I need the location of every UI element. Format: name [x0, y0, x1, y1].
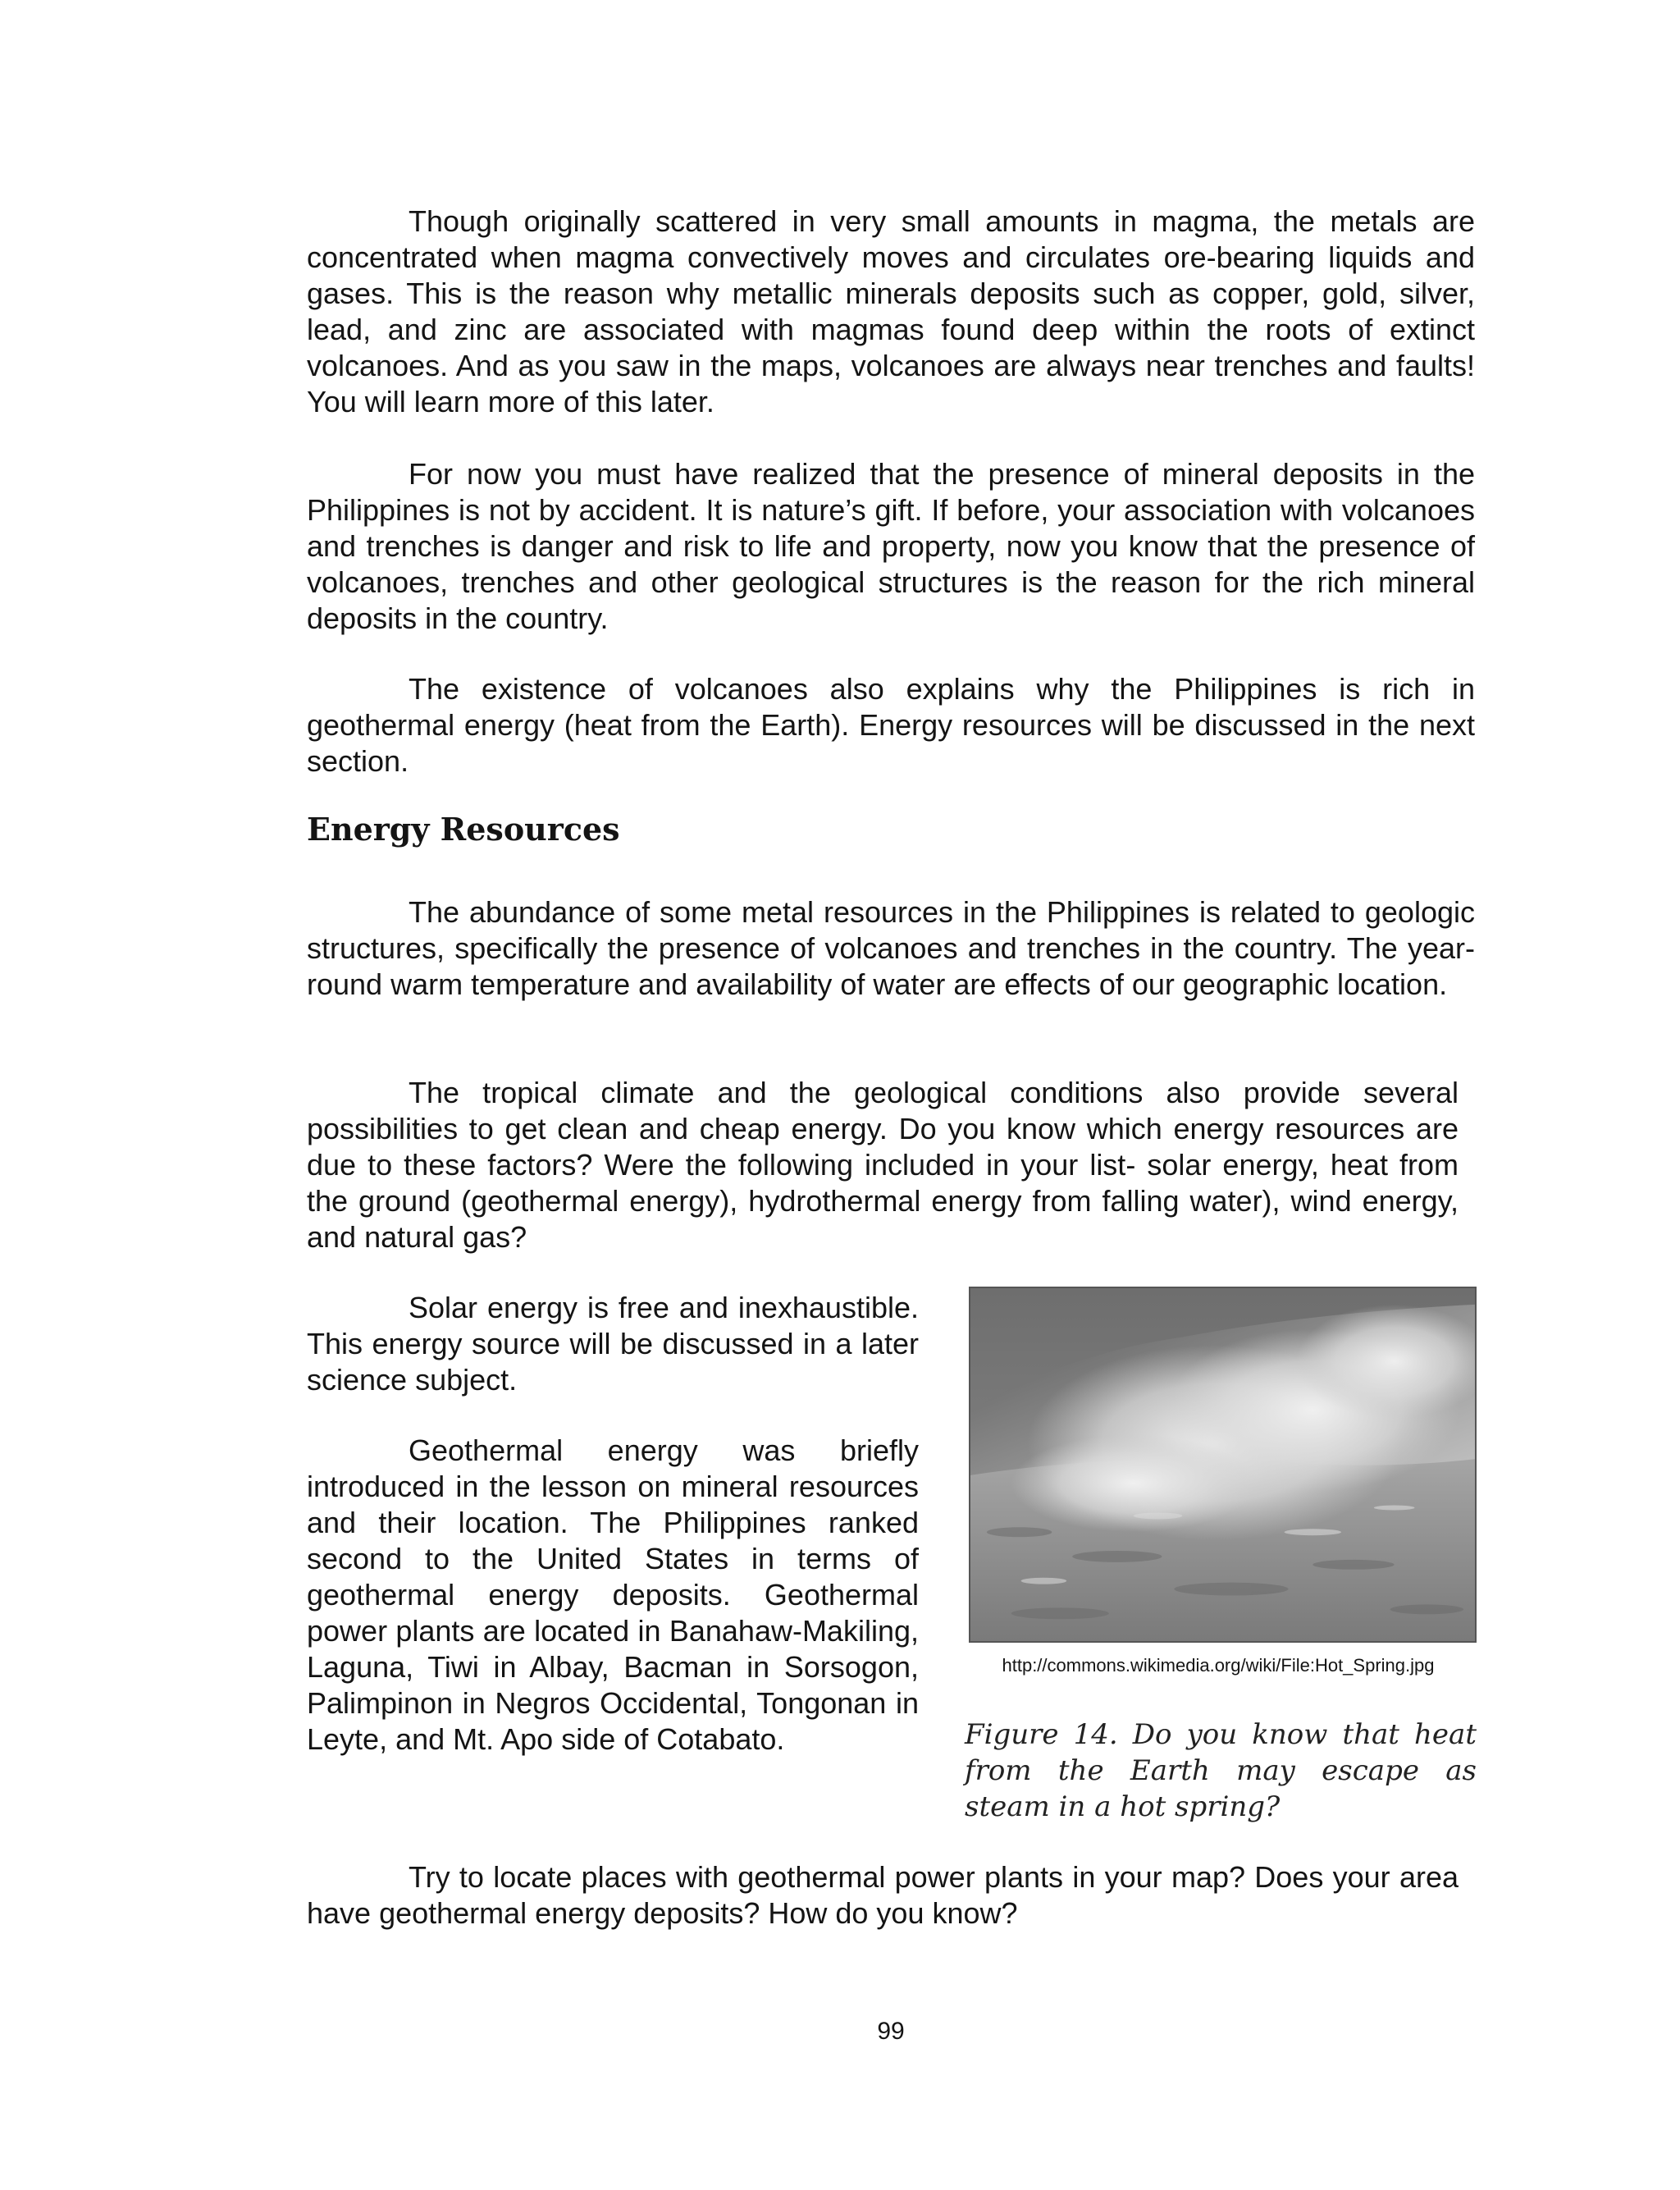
- section-heading: Energy Resources: [307, 811, 620, 848]
- hot-spring-photo: [969, 1287, 1477, 1643]
- page-number: 99: [877, 2018, 905, 2045]
- paragraph-geothermal-energy: Geothermal energy was briefly introduced in the lesson on mineral resources and their location. The Philippines ranked second to the United States in terms of geothermal energy deposits. Geothermal power plants are located in Banahaw-Makiling, Laguna, Tiwi in Albay, Bacman in Sorsogon, Palimpinon in Negros Occidental, Tongonan in Leyte, and Mt. Apo side of Cotabato.: [307, 1433, 919, 1756]
- figure-source-url: http://commons.wikimedia.org/wiki/File:Hot_Spring.jpg: [1002, 1655, 1435, 1676]
- paragraph-metal-resources: The abundance of some metal resources in the Philippines is related to geologic structures, specifically the presence of volcanoes and trenches in the country. The year-round warm temperature and availability of water are effects of our geographic location.: [307, 895, 1475, 1001]
- paragraph-tropical-climate: The tropical climate and the geological conditions also provide several possibilities to get clean and cheap energy. Do you know which energy resources are due to these factors? Were the following included in your list- solar energy, heat from the ground (geothermal energy), hydrothermal energy from falling water), wind energy, and natural gas?: [307, 1076, 1459, 1254]
- paragraph-metals-concentration: Though originally scattered in very small amounts in magma, the metals are concentrated when magma convectively moves and circulates ore-bearing liquids and gases. This is the reason why metallic minerals deposits such as copper, gold, silver, lead, and zinc are associated with magmas found deep within the roots of extinct volcanoes. And as you saw in the maps, volcanoes are always near trenches and faults! You will learn more of this later.: [307, 204, 1475, 418]
- paragraph-locate-places: Try to locate places with geothermal power plants in your map? Does your area have geothermal energy deposits? How do you know?: [307, 1860, 1459, 1930]
- paragraph-solar-energy: Solar energy is free and inexhaustible. This energy source will be discussed in a later science subject.: [307, 1291, 919, 1397]
- paragraph-mineral-deposits: For now you must have realized that the presence of mineral deposits in the Philippines is not by accident. It is nature’s gift. If before, your association with volcanoes and trenches is danger and risk to life and property, now you know that the presence of volcanoes, trenches and other geological structures is the reason for the rich mineral deposits in the country.: [307, 457, 1475, 635]
- figure-caption: Figure 14. Do you know that heat from the Earth may escape as steam in a hot spring?: [965, 1718, 1477, 1823]
- hot-spring-photo-icon: [970, 1288, 1475, 1641]
- paragraph-volcanoes-geothermal: The existence of volcanoes also explains why the Philippines is rich in geothermal energy (heat from the Earth). Energy resources will be discussed in the next section.: [307, 672, 1475, 778]
